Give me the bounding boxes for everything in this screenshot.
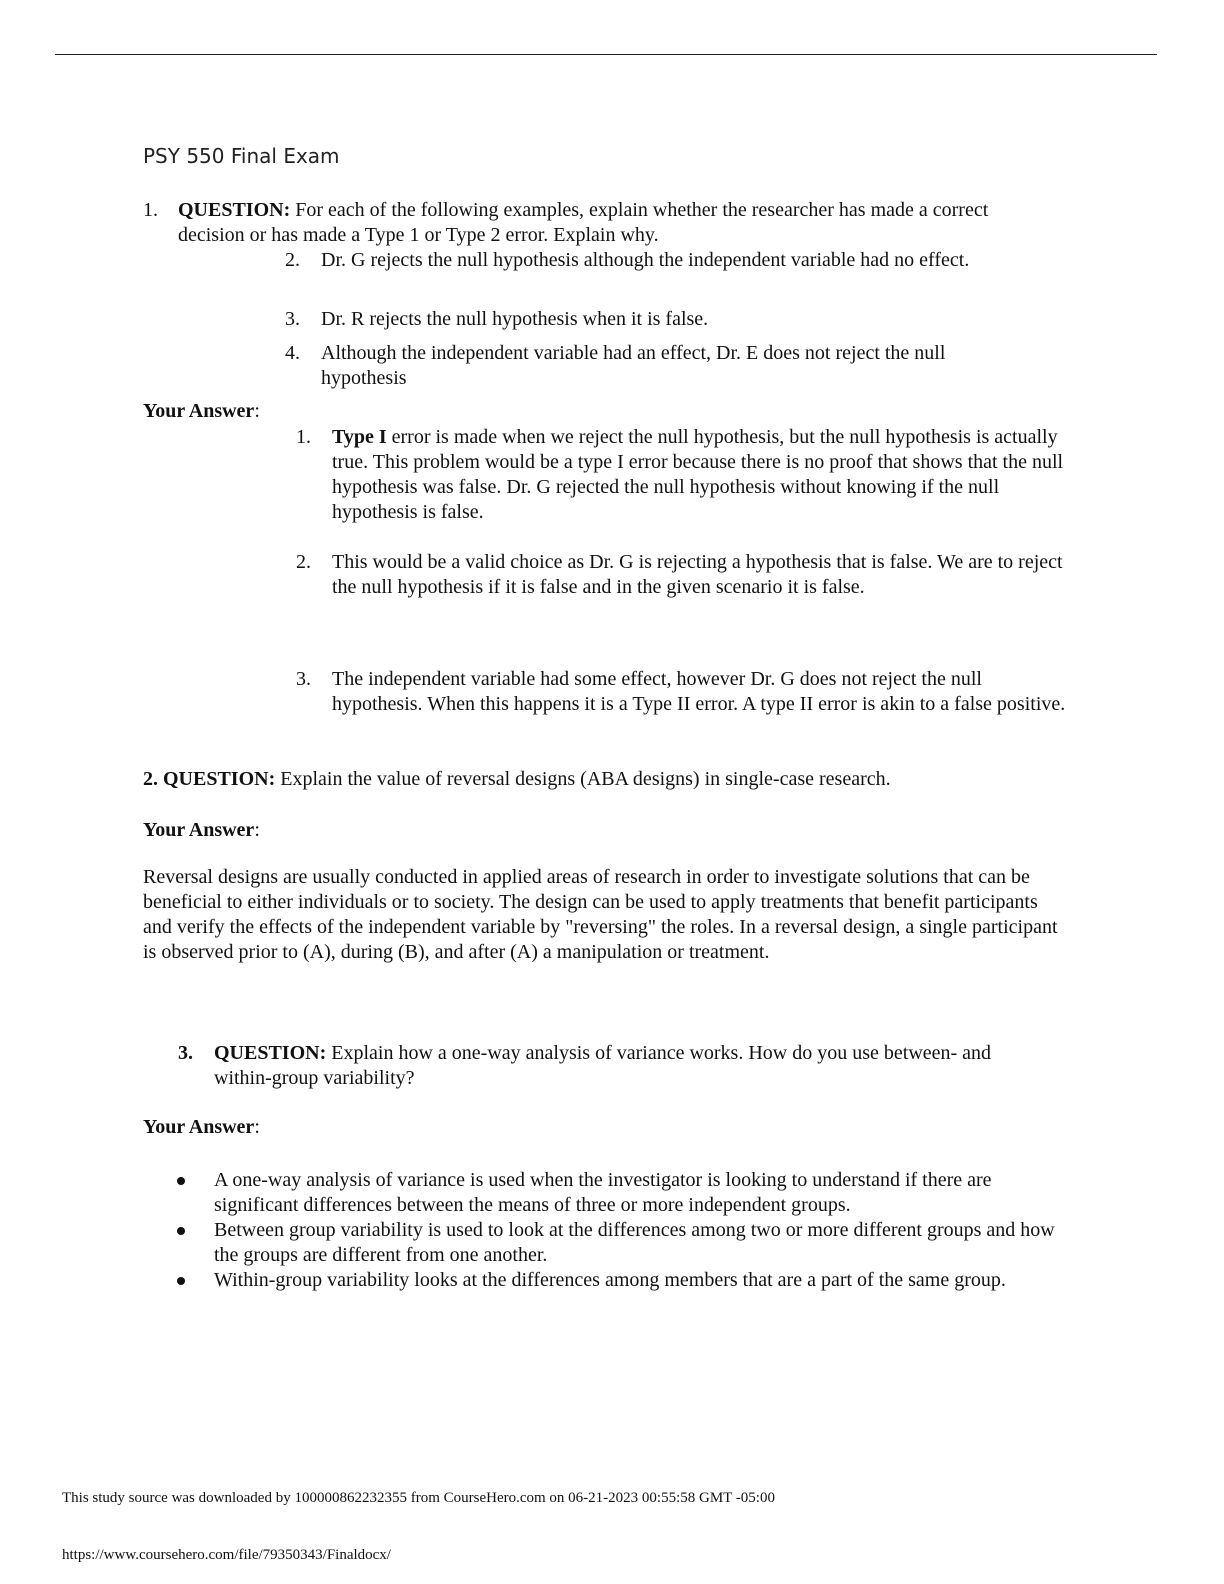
q1-answer-number: 3. bbox=[296, 668, 311, 690]
q1-item: Dr. R rejects the null hypothesis when it is false. bbox=[321, 308, 709, 330]
q2-text: Explain the value of reversal designs (ABA designs) in single-case research. bbox=[275, 768, 891, 790]
footer-source-note: This study source was downloaded by 100000862232355 from CourseHero.com on 06-21-2023 00:55:58 GMT -05:00 bbox=[62, 1490, 775, 1506]
q1-answer-heading: Your Answer: bbox=[143, 400, 260, 422]
q1-label: QUESTION: bbox=[178, 199, 291, 221]
page-title: PSY 550 Final Exam bbox=[143, 144, 340, 168]
bullet-icon bbox=[177, 1177, 185, 1185]
q1-item-number: 2. bbox=[285, 249, 300, 271]
q3-label: QUESTION: bbox=[214, 1042, 327, 1064]
q1-question bbox=[178, 198, 1018, 248]
q3-bullet-item: Within-group variability looks at the differences among members that are a part of the same group. bbox=[214, 1269, 1006, 1291]
q1-number: 1. bbox=[143, 199, 158, 221]
q1-answer-item: The independent variable had some effect, however Dr. G does not reject the null hypothesis. When this happens it is a Type II error. A type II error is akin to a false positive. bbox=[332, 668, 1066, 715]
q2-answer-paragraph: Reversal designs are usually conducted in applied areas of research in order to investigate solutions that can be beneficial to either individuals or to society. The design can be used to apply treatments that benefit participants and verify the effects of the independent variable by "reversing" the roles. In a reversal design, a single participant is observed prior to (A), during (B), and after (A) a manipulation or treatment. bbox=[143, 866, 1058, 963]
q2-label: 2. QUESTION: bbox=[143, 768, 276, 790]
header-rule bbox=[55, 54, 1157, 55]
q2-question bbox=[143, 767, 1043, 792]
q3-text: Explain how a one-way analysis of variance works. How do you use between- and within-group variability? bbox=[214, 1042, 992, 1089]
bullet-icon bbox=[177, 1227, 185, 1235]
q1-item: Although the independent variable had an effect, Dr. E does not reject the null hypothesis bbox=[321, 342, 946, 389]
q1-item-number: 4. bbox=[285, 342, 300, 364]
q1-text: For each of the following examples, explain whether the researcher has made a correct decision or has made a Type 1 or Type 2 error. Explain why. bbox=[178, 199, 989, 246]
q1-answer-item: Type I error is made when we reject the null hypothesis, but the null hypothesis is actually true. This problem would be a type I error because there is no proof that shows that the null hypothesis was false. Dr. G rejected the null hypothesis without knowing if the null hypothesis is false. bbox=[332, 426, 1064, 523]
bullet-icon bbox=[177, 1277, 185, 1285]
footer-url[interactable]: https://www.coursehero.com/file/79350343/Finaldocx/ bbox=[62, 1547, 391, 1563]
q3-number: 3. bbox=[178, 1042, 193, 1064]
q2-answer-heading: Your Answer: bbox=[143, 819, 260, 841]
q1-answer-number: 1. bbox=[296, 426, 311, 448]
q1-item-number: 3. bbox=[285, 308, 300, 330]
q3-question bbox=[214, 1041, 1034, 1091]
q3-bullet-item: A one-way analysis of variance is used when the investigator is looking to understand if there are significant differences between the means of three or more independent groups. bbox=[214, 1169, 992, 1216]
q1-answer-number: 2. bbox=[296, 551, 311, 573]
q1-item: Dr. G rejects the null hypothesis although the independent variable had no effect. bbox=[321, 249, 970, 271]
q3-answer-heading: Your Answer: bbox=[143, 1116, 260, 1138]
q3-bullet-item: Between group variability is used to look at the differences among two or more different groups and how the groups are different from one another. bbox=[214, 1219, 1055, 1266]
q1-answer-item: This would be a valid choice as Dr. G is rejecting a hypothesis that is false. We are to reject the null hypothesis if it is false and in the given scenario it is false. bbox=[332, 551, 1063, 598]
